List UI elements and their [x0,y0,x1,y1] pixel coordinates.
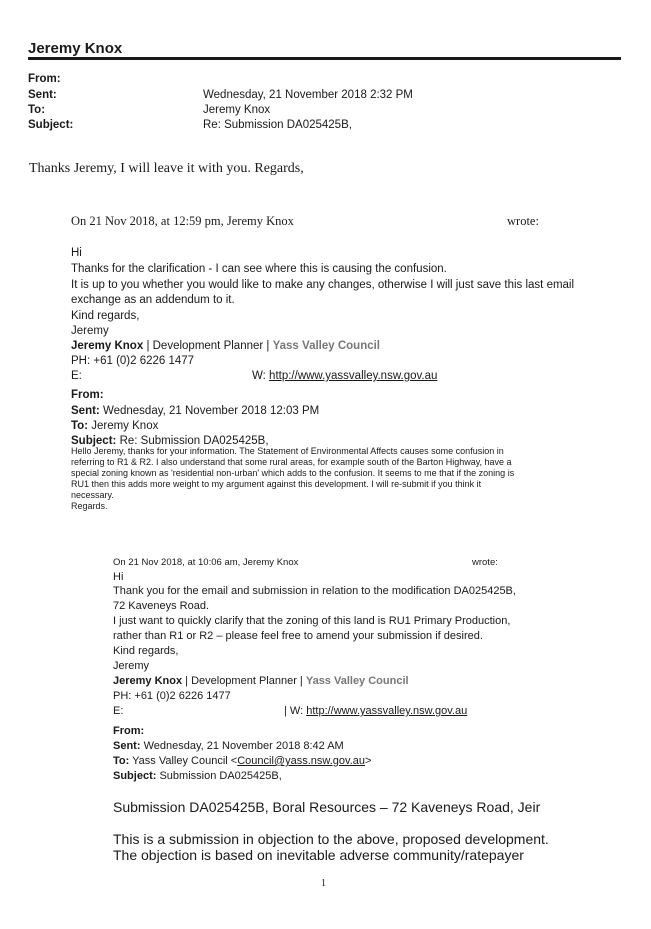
sent-label: Sent: [71,405,100,417]
to-label: To: [71,420,89,432]
submission-title: Submission DA025425B, Boral Resources – 72 Kaveneys Road, Jeir [113,799,541,815]
subject-label: Subject: [71,435,117,447]
from-label: From: [28,73,61,85]
quote-intro: On 21 Nov 2018, at 10:06 am, Jeremy Knox [113,557,299,568]
signature-phone: PH: +61 (0)2 6226 1477 [113,690,231,702]
sent-value: Wednesday, 21 November 2018 8:42 AM [143,740,344,752]
sender-name: Jeremy Knox [28,40,123,57]
submission-line: The objection is based on inevitable adverse community/ratepayer [113,847,524,863]
web-label: W: [252,370,266,382]
subject-value: Re: Submission DA025425B, [203,119,352,131]
quote-line: It is up to you whether you would like to make any changes, otherwise I will just save this last email [71,279,575,291]
signature-phone: PH: +61 (0)2 6226 1477 [71,355,195,367]
quote-line: Kind regards, [71,310,140,322]
message-line: Hello Jeremy, thanks for your information. The Statement of Environmental Affects causes some confusion in [71,446,504,456]
message-line: referring to R1 & R2. I also understand that some rural areas, for example south of the Barton Highway, have a [71,457,512,467]
quote-intro: On 21 Nov 2018, at 12:59 pm, Jeremy Knox [71,214,294,228]
sent-label: Sent: [28,89,57,101]
signature-name: Jeremy Knox [71,340,144,352]
subject-value: Re: Submission DA025425B, [119,435,269,447]
quote-line: rather than R1 or R2 – please feel free to amend your submission if desired. [113,630,483,642]
signature-org: Yass Valley Council [272,340,381,352]
quote-line: exchange as an addendum to it. [71,294,235,306]
signature-title: | Development Planner | [146,340,270,352]
quote-wrote: wrote: [472,557,498,568]
to-value: Jeremy Knox [203,104,271,116]
message-line: Regards. [71,501,108,511]
header-divider [28,57,621,60]
quote-line: Kind regards, [113,645,179,657]
quote-greeting: Hi [113,571,124,583]
message-line: special zoning known as 'residential non-urban' which adds to the confusion. It seems to me that if the zoning is [71,468,515,478]
to-value: Yass Valley Council < [132,755,238,767]
to-line [113,754,371,769]
reply-body: Thanks Jeremy, I will leave it with you. Regards, [29,161,304,176]
quote-line: Thank you for the email and submission in relation to the modification DA025425B, [113,585,516,597]
sent-value: Wednesday, 21 November 2018 12:03 PM [102,405,320,417]
signature-name: Jeremy Knox [113,675,183,687]
to-label: To: [28,104,46,116]
signature-title: | Development Planner | [185,675,303,687]
quote-line: Jeremy [113,660,150,672]
subject-label: Subject: [28,119,74,131]
signature-line [71,338,380,354]
to-label: To: [113,755,130,767]
sent-label: Sent: [113,740,141,752]
sent-value: Wednesday, 21 November 2018 2:32 PM [203,89,413,101]
signature-email-label: E: [71,370,82,382]
signature-org: Yass Valley Council [305,675,409,687]
quote-line: Thanks for the clarification - I can see where this is causing the confusion. [71,263,447,275]
submission-line: This is a submission in objection to the above, proposed development. [113,831,549,847]
web-label: | W: [284,705,304,717]
quote-greeting: Hi [71,247,82,259]
council-email-link[interactable]: Council@yass.nsw.gov.au [237,755,365,767]
to-line [71,418,158,434]
page-number: 1 [321,878,326,889]
subject-value: Submission DA025425B, [159,770,282,782]
sent-line [71,403,319,419]
website-link[interactable]: http://www.yassvalley.nsw.gov.au [269,370,438,382]
quote-line: 72 Kaveneys Road. [113,600,210,612]
message-line: RU1 then this adds more weight to my argument against this development. I will re-submit if you think it [71,479,482,489]
from-label: From: [113,725,145,737]
signature-line [113,674,409,689]
from-label: From: [71,389,104,401]
quote-wrote: wrote: [507,214,539,228]
quote-line: I just want to quickly clarify that the zoning of this land is RU1 Primary Production, [113,615,511,627]
signature-web [252,368,437,384]
subject-line [113,769,282,784]
message-line: necessary. [71,490,114,500]
website-link[interactable]: http://www.yassvalley.nsw.gov.au [306,705,468,717]
to-close: > [364,755,372,767]
sent-line [113,739,344,754]
subject-label: Subject: [113,770,157,782]
quote-line: Jeremy [71,325,109,337]
signature-email-label: E: [113,705,124,717]
signature-web [284,704,467,719]
to-value: Jeremy Knox [91,420,159,432]
